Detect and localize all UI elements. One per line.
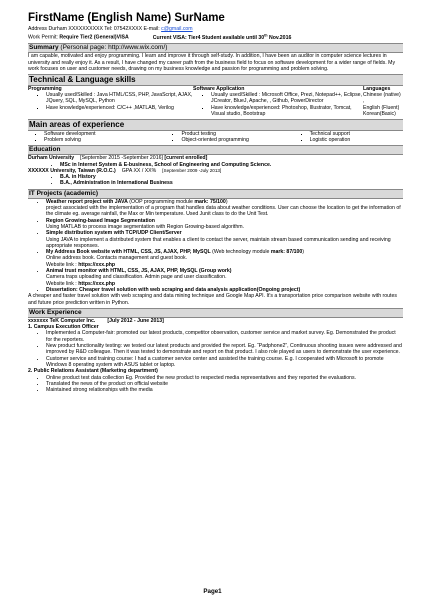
projects-heading: IT Projects (academic) [28, 189, 403, 199]
list-item: • Translated the news of the product on official website [46, 381, 403, 387]
skills-languages: Languages Chinese (native) , English (Fluent) Korean(Basic) [363, 86, 403, 117]
skills-software: Software Application ▪ Usually used/Skilled : Microsoft Office, Prezi, Notepad++, Eclipse, JCreator, BlueJ, Apache, , Github, PowerDirector ▪ Have knowledge/experienced: Photoshop, Illustrator, Tomcat, Visual studio, Bootstrap [193, 86, 363, 117]
list-item: • New product functionality testing: we tested our latest products and provided the report. Eg. “Padphone2”, Continuous shooting issues were addressed and improved by R&D colleague. Then it was tested to demonstrate and report on that product. I also role played as users to demonstrate the user experience. [46, 343, 403, 356]
language-line: Chinese (native) , [363, 92, 401, 105]
experience-heading: Work Experience [28, 308, 403, 318]
summary-text: I am capable, motivated and enjoy programming. I learn and improve it through self-study. In addition, I have been an auditor in computer science lectures in university and really enjoy it. As a result, I have changed my career path from the business field to focus on software development for a wider range of fields. My work focuses on user and customer needs, drawing on my business knowledge and passion for programming and problem solving. [28, 53, 396, 72]
list-item: • Online product test data collection Eg. Provided the new product to respected media representatives and they reported the evaluations. [46, 375, 403, 381]
role-title: 1. Campus Execution Officer [28, 324, 99, 331]
skills-programming: Programming ▪ Usually used/Skilled : Java HTML/CSS, PHP, JavaScript, AJAX, JQuery, SQL, MySQL, Python ▪ Have knowledge/experienced: C/C++ ,MATLAB, Verilog [28, 86, 193, 117]
email-link[interactable]: c@gmail.com [161, 26, 193, 32]
work-permit-line [28, 32, 403, 41]
project-item: • Animal trust monitor with HTML, CSS, JS, AJAX, PHP, MySQL (Group work) Camera traps uploading and classification. Admin page and user classification. Website link : https://xxx.php [46, 268, 403, 287]
role-duties [28, 375, 403, 394]
candidate-name: FirstName (English Name) SurName [28, 12, 225, 24]
list-item: ▪ Object-oriented programming [181, 137, 293, 143]
skills-heading: Technical & Language skills [28, 74, 403, 86]
education-entry: XXXXXX University, Taiwan (R.O.C.) GPA XX / XX% [September 2009 -July 2013] [28, 167, 222, 174]
list-item: • Maintained strong relationships with the media [46, 387, 403, 393]
list-item: ▪ Usually used/Skilled : Java HTML/CSS, PHP, JavaScript, AJAX, JQuery, SQL, MySQL, Python [46, 92, 193, 105]
list-item: ▪ Logistic operation [310, 137, 403, 143]
project-tail-text: A cheaper and faster travel solution with web scraping and data mining technique and Google Map API. It's a transportation price comparison website with routes and future price prediction written in Python. [28, 293, 397, 306]
list-item: ▪ Product testing [181, 131, 293, 137]
list-item: ▪ Technical support [310, 131, 403, 137]
list-item: • Implemented a Computer-fair: promoted our latest products, competitor observation, customer service and market survey. Eg. Demonstrated the product for the reporters. [46, 330, 403, 343]
areas-heading: Main areas of experience [28, 119, 403, 131]
language-line: Korean(Basic) [363, 110, 396, 117]
website-link[interactable]: https://xxx.php [78, 261, 116, 268]
current-visa: Current VISA: Tier4 Student available until 30th Nov.2016 [152, 33, 292, 42]
education-entry: Durham University [September 2015 -September 2016] [current enrolled] [28, 155, 208, 162]
education-heading: Education [28, 145, 403, 155]
work-permit-label: Work Permit: [28, 35, 60, 42]
list-item: ▪ Usually used/Skilled : Microsoft Office, Prezi, Notepad++, Eclipse, JCreator, BlueJ, Apache, , Github, PowerDirector [211, 92, 363, 105]
list-item: ▪ Have knowledge/experienced: C/C++ ,MATLAB, Verilog [46, 105, 193, 111]
degree-item: • B.A., Administration in International Business [60, 180, 403, 186]
degree-item: • B.A. in History [60, 174, 403, 180]
summary-heading: Summary (Personal page: http://www.wix.com/) [28, 43, 403, 53]
areas-grid [28, 131, 403, 144]
project-item: • Region Growing-based Image Segmentation Using MATLAB to process image segmentation with Region Growing-based algorithm. [46, 218, 403, 231]
work-permit-value: Require Tier2 (General)VISA [59, 35, 129, 42]
project-item: • Weather report project with JAVA (OOP programming module mark: 75/100) project associated with the implementation of a program that handles data about weather conditions. User can choose the location to get the information of the climate eg. average rainfall, the Max or Min temperature. Used Junit class to do the Unit Test. [46, 199, 403, 218]
contact-text: Address Durham XXXXXXXXXX Tel: 07542XXXX E-mail: [28, 26, 162, 32]
list-item: ▪ Have knowledge/experienced: Photoshop, Illustrator, Tomcat, Visual studio, Bootstrap [211, 105, 363, 118]
projects-list [28, 199, 403, 293]
website-link[interactable]: https://xxx.php [78, 280, 116, 287]
page-number: Page1 [203, 588, 222, 595]
experience-company: xxxxxxx TeK Computer Inc. [July 2012 - June 2013] [28, 317, 164, 324]
list-item: ▪ Software development [44, 131, 165, 137]
project-item: • My Address Book website with HTML, CSS, JS, AJAX, PHP, MySQL (Web technology module mark: 87/100) Online address book. Contacts management and guest book. Website link : https://xxx.php [46, 249, 403, 268]
list-item: • Customer service and training course: I had a customer service center and assisted the training course. E.g. I cooperated with Microsoft to promote Windows 8 operating system with ASUS tablet or laptop. [46, 356, 403, 369]
role-duties [28, 330, 403, 368]
project-item: • Simple distribution system with TCP/UDP Client/Server Using JAVA to implement a distributed system that enables a client to contact the server, maintain stream based communication sending and receiving appropriate responses. [46, 230, 403, 249]
project-item: • Dissertation: Cheaper travel solution with web scraping and data analysis application(Ongoing project) [46, 287, 403, 293]
skills-grid [28, 86, 403, 117]
role-title: 2. Public Relations Assistant (Marketing department) [28, 368, 158, 375]
language-line: English (Fluent) [363, 104, 400, 111]
degree-item: • MSc in Internet System & E-business, School of Engineering and Computing Science. [60, 162, 403, 168]
list-item: ▪ Problem solving [44, 137, 165, 143]
